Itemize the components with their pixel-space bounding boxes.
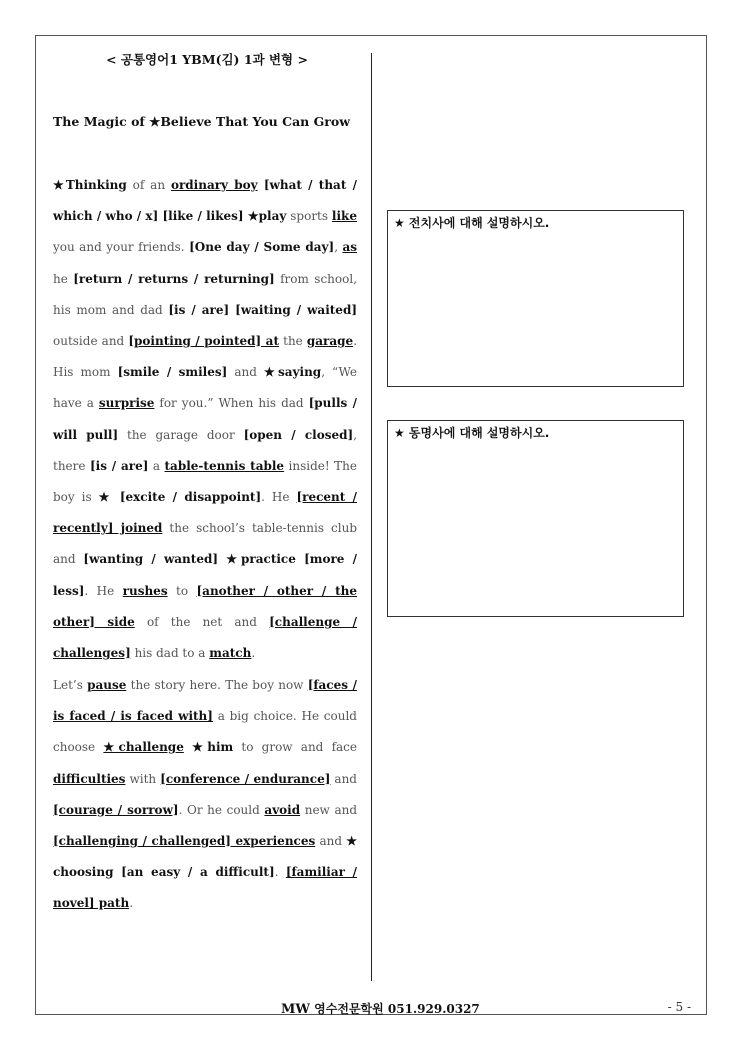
text-segment: [what / that / which / who / x] [like / likes] ★play: [53, 178, 357, 224]
underlined-phrase: as: [342, 240, 358, 255]
underlined-phrase: [conference / endurance]: [160, 771, 331, 786]
text-segment: to: [167, 583, 197, 598]
passage-title: The Magic of ★Believe That You Can Grow: [53, 114, 350, 129]
preposition-answer-box[interactable]: [387, 210, 684, 387]
text-segment: [is / are] [waiting / waited]: [168, 302, 358, 317]
text-segment: . Or he could: [178, 802, 265, 817]
text-segment: ★ choosing [an easy / a difficult]: [53, 834, 357, 880]
footer-academy: 영수전문학원: [310, 1002, 388, 1016]
text-segment: and: [315, 834, 347, 849]
gerund-answer-box[interactable]: [387, 420, 684, 617]
underlined-phrase: table-tennis table: [164, 458, 285, 473]
passage-paragraph-2: [53, 670, 357, 920]
worksheet-header: < 공통영어1 YBM(김) 1과 변형 >: [106, 52, 308, 67]
text-segment: of the net and: [134, 614, 270, 629]
text-segment: the school’s table-tennis club and: [53, 521, 357, 567]
text-segment: . He: [261, 490, 297, 505]
text-segment: his dad to a: [130, 646, 210, 661]
text-segment: [wanting / wanted] ★practice [more / less]: [53, 552, 357, 598]
text-segment: inside! The boy is: [53, 458, 358, 505]
text-segment: the garage door: [118, 427, 244, 442]
underlined-phrase: like: [331, 209, 357, 224]
underlined-phrase: [challenging / challenged] experiences: [53, 834, 316, 849]
text-segment: , “We have a: [53, 365, 357, 411]
text-segment: .: [274, 865, 286, 880]
text-segment: and: [227, 365, 264, 380]
text-segment: from school, his mom and dad: [53, 271, 358, 317]
underlined-phrase: [another / other / the other] side: [53, 583, 357, 629]
underlined-phrase: avoid: [264, 802, 301, 817]
text-segment: he: [53, 271, 74, 286]
underlined-phrase: match: [209, 646, 252, 661]
underlined-phrase: [pointing / pointed] at: [128, 334, 279, 349]
text-segment: . His mom: [53, 334, 358, 380]
underlined-phrase: garage: [306, 334, 354, 349]
text-segment: to grow and face: [233, 740, 357, 755]
footer-brand: MW: [281, 1002, 310, 1017]
text-segment: . He: [84, 583, 123, 598]
text-segment: ★ [excite / disappoint]: [98, 490, 262, 505]
underlined-phrase: [courage / sorrow]: [53, 802, 179, 817]
passage-paragraph-1: [53, 170, 357, 669]
text-segment: outside and: [53, 334, 129, 349]
text-segment: a: [148, 458, 165, 473]
underlined-phrase: ordinary boy: [170, 178, 258, 192]
text-segment: Let’s: [53, 678, 88, 692]
text-segment: new and: [300, 802, 358, 817]
underlined-phrase: [familiar / novel] path: [53, 865, 358, 911]
page-number: - 5 -: [667, 1000, 691, 1014]
footer: [281, 1000, 480, 1017]
text-segment: .: [129, 896, 134, 911]
underlined-phrase: [faces / is faced / is faced with]: [53, 678, 357, 724]
text-segment: [open / closed]: [243, 427, 354, 442]
underlined-phrase: rushes: [122, 583, 168, 598]
text-segment: [184, 740, 192, 754]
text-segment: a big choice. He could choose: [53, 709, 357, 755]
text-segment: [is / are]: [89, 458, 149, 473]
text-segment: sports: [286, 209, 332, 224]
underlined-phrase: difficulties: [53, 771, 126, 786]
underlined-phrase: [recent / recently] joined: [53, 490, 358, 536]
text-segment: [return / returns / returning]: [73, 271, 275, 286]
box-title: ★ 전치사에 대해 설명하시오.: [394, 216, 550, 230]
box-title: ★ 동명사에 대해 설명하시오.: [394, 426, 550, 440]
text-segment: ★Thinking: [53, 178, 127, 192]
text-segment: ★saying: [264, 365, 322, 380]
text-segment: you and your friends.: [53, 240, 190, 255]
text-segment: .: [251, 646, 256, 661]
text-segment: of an: [126, 178, 171, 192]
text-segment: [One day / Some day]: [189, 240, 335, 255]
underlined-phrase: pause: [87, 678, 127, 692]
text-segment: the: [279, 334, 307, 349]
underlined-phrase: surprise: [98, 396, 155, 411]
footer-phone: 051.929.0327: [387, 1002, 480, 1016]
text-segment: [smile / smiles]: [117, 365, 228, 380]
text-segment: the story here. The boy now: [126, 678, 308, 692]
text-segment: with: [125, 771, 161, 786]
underlined-phrase: ★challenge: [103, 740, 184, 755]
column-divider: [371, 53, 372, 981]
text-segment: for you.” When his dad: [154, 396, 309, 411]
text-segment: ,: [334, 240, 343, 255]
text-segment: , there: [53, 427, 358, 473]
text-segment: ★him: [192, 740, 234, 755]
text-segment: [pulls / will pull]: [53, 396, 358, 442]
underlined-phrase: [challenge / challenges]: [53, 614, 357, 661]
text-segment: and: [330, 771, 357, 786]
